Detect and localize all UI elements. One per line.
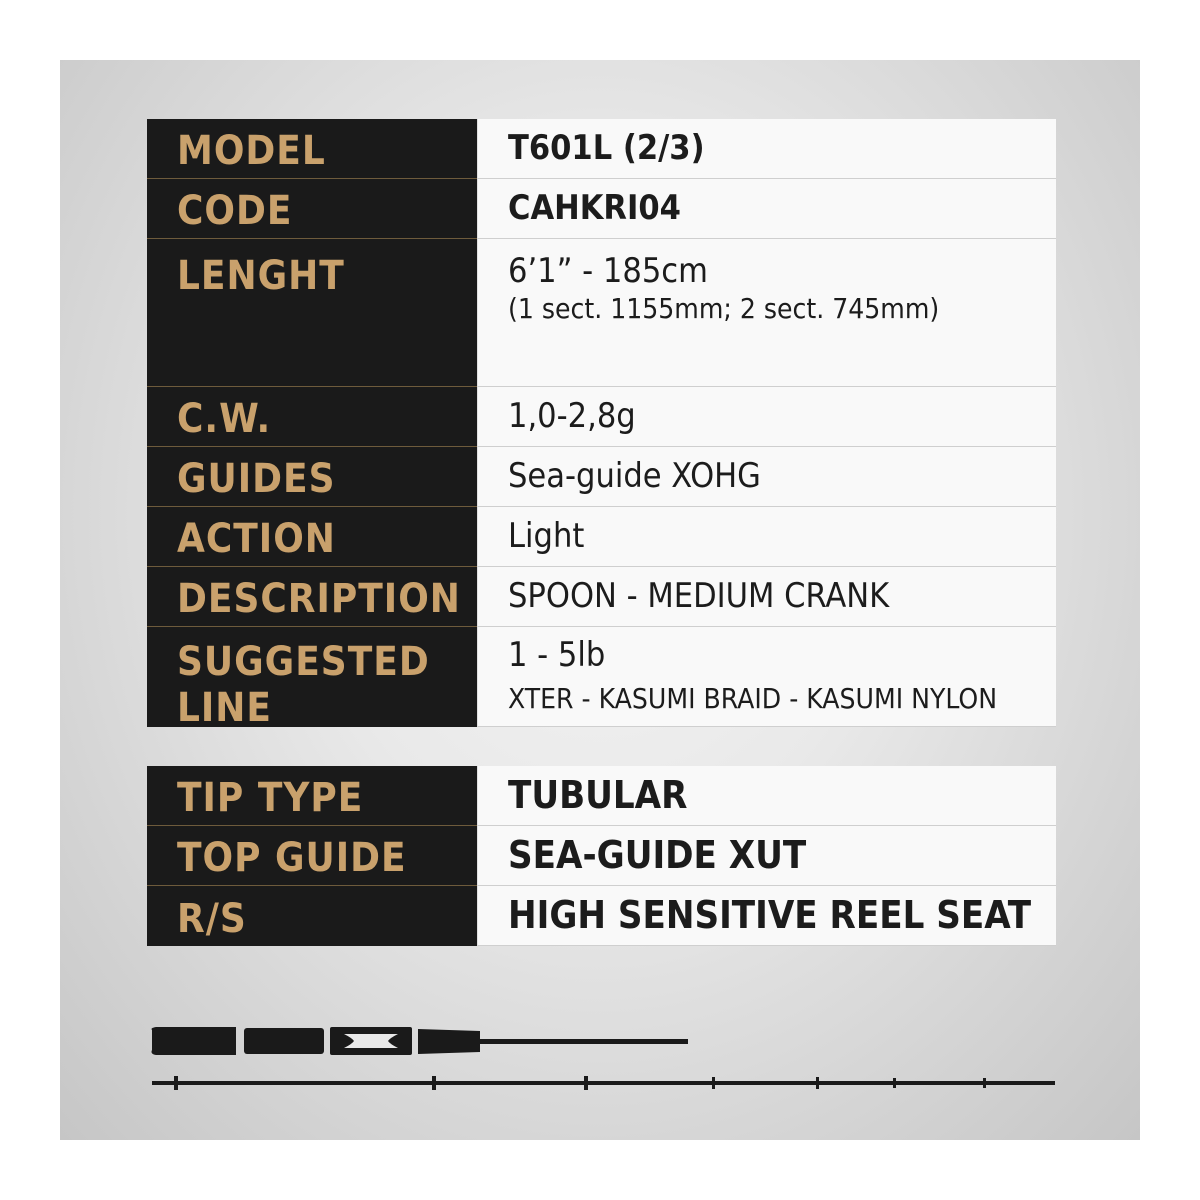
spec-label: SUGGESTED LINE [147,627,477,727]
component-value-text: SEA-GUIDE XUT [508,832,807,877]
spec-value-text: SPOON - MEDIUM CRANK [508,575,890,616]
spec-value-text: 1 - 5lb [508,635,606,675]
spec-label: ACTION [147,507,477,567]
spec-value-subtext: XTER - KASUMI BRAID - KASUMI NYLON [508,682,998,716]
spec-label: MODEL [147,119,477,179]
spec-label: LENGHT [147,239,477,387]
spec-value-text: Sea-guide XOHG [508,455,761,496]
spec-value-text: Light [508,515,585,556]
component-value-text: HIGH SENSITIVE REEL SEAT [508,892,1032,937]
spec-label: C.W. [147,387,477,447]
component-value-text: TUBULAR [508,772,688,817]
spec-label: DESCRIPTION [147,567,477,627]
spec-label: CODE [147,179,477,239]
spec-value-subtext: (1 sect. 1155mm; 2 sect. 745mm) [508,292,940,326]
spec-value-text: 6’1” - 185cm [508,251,708,291]
spec-value-text: T601L (2/3) [508,127,705,168]
component-label: TIP TYPE [147,766,477,826]
spec-label: GUIDES [147,447,477,507]
rod-blank-icon [152,1076,1055,1090]
spec-value-text: CAHKRI04 [508,187,681,228]
rod-handle-icon [152,1027,689,1055]
spec-value-text: 1,0-2,8g [508,395,636,436]
component-label: TOP GUIDE [147,826,477,886]
component-label: R/S [147,886,477,946]
